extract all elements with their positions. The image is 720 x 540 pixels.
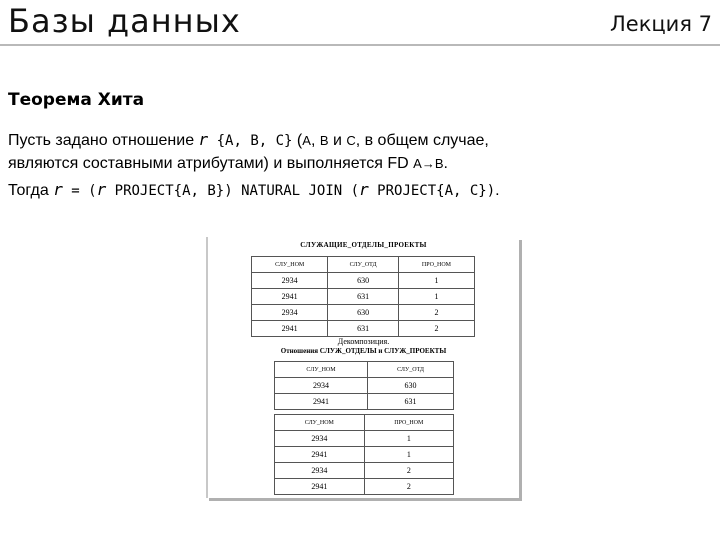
column-header: СЛУ_НОМ	[275, 362, 368, 378]
paragraph-line-3	[8, 180, 500, 200]
formula-part: = (	[62, 183, 97, 199]
functional-dependency: A→B	[413, 156, 444, 171]
figure-title: СЛУЖАЩИЕ_ОТДЕЛЫ_ПРОЕКТЫ	[300, 241, 427, 249]
cell: 2934	[275, 378, 368, 394]
cell: 2941	[275, 394, 368, 410]
cell: 1	[398, 289, 474, 305]
relation-var: r	[96, 180, 107, 199]
column-header: СЛУ_ОТД	[328, 257, 399, 273]
table-row	[252, 273, 475, 289]
employees-departments-table	[274, 361, 454, 410]
table-row	[252, 321, 475, 337]
text: являются составными атрибутами) и выполняется FD	[8, 155, 414, 172]
attr-set: {A, B, C}	[208, 133, 293, 149]
theorem-title: Теорема Хита	[8, 90, 145, 110]
cell: 2941	[275, 479, 365, 495]
cell: 2941	[252, 321, 328, 337]
attr-a: A	[302, 133, 311, 148]
cell: 2	[398, 305, 474, 321]
cell: 631	[328, 289, 399, 305]
attr-b: B	[319, 133, 329, 148]
lecture-label: Лекция 7	[609, 12, 712, 36]
relation-var: r	[359, 180, 369, 199]
text: Пусть задано отношение	[8, 132, 199, 149]
cell: 2934	[252, 305, 328, 321]
cell: 631	[368, 394, 454, 410]
cell: 631	[328, 321, 399, 337]
table-row	[275, 479, 454, 495]
column-header: ПРО_НОМ	[398, 257, 474, 273]
text: и	[328, 132, 347, 149]
cell: 1	[398, 273, 474, 289]
column-header: СЛУ_ОТД	[368, 362, 454, 378]
column-header: СЛУ_НОМ	[275, 415, 365, 431]
table-row	[275, 447, 454, 463]
table-row	[275, 463, 454, 479]
cell: 1	[364, 431, 453, 447]
paragraph-line-2	[8, 155, 448, 173]
employees-projects-table	[274, 414, 454, 495]
table-row	[275, 394, 454, 410]
cell: 2934	[275, 463, 365, 479]
cell: 2934	[252, 273, 328, 289]
decomposition-figure	[206, 237, 519, 498]
attr-c: C	[346, 133, 356, 148]
relation-var: r	[198, 130, 209, 149]
table-row	[275, 378, 454, 394]
cell: 2	[398, 321, 474, 337]
cell: 1	[364, 447, 453, 463]
cell: 2934	[275, 431, 365, 447]
text: .	[443, 155, 448, 172]
text: .	[495, 182, 500, 199]
text: Тогда	[8, 182, 54, 199]
cell: 2	[364, 463, 453, 479]
figure-caption: Декомпозиция.	[337, 337, 390, 346]
cell: 630	[328, 305, 399, 321]
header-divider	[0, 44, 720, 46]
text: ,	[310, 132, 320, 149]
text: (	[292, 132, 303, 149]
main-relation-table	[251, 256, 475, 337]
cell: 2941	[275, 447, 365, 463]
formula-part: PROJECT{A, B}) NATURAL JOIN (	[106, 183, 360, 199]
paragraph-line-1	[8, 130, 489, 150]
formula-part: PROJECT{A, C})	[368, 183, 496, 199]
column-header: ПРО_НОМ	[364, 415, 453, 431]
slide-header	[0, 0, 720, 48]
figure-subcaption: Отношения СЛУЖ_ОТДЕЛЫ и СЛУЖ_ПРОЕКТЫ	[280, 347, 447, 355]
relation-var: r	[53, 180, 63, 199]
text: , в общем случае,	[355, 132, 489, 149]
cell: 630	[328, 273, 399, 289]
table-row	[252, 289, 475, 305]
cell: 2	[364, 479, 453, 495]
cell: 630	[368, 378, 454, 394]
table-row	[252, 305, 475, 321]
slide-title: Базы данных	[8, 2, 241, 40]
cell: 2941	[252, 289, 328, 305]
column-header: СЛУ_НОМ	[252, 257, 328, 273]
table-row	[275, 431, 454, 447]
